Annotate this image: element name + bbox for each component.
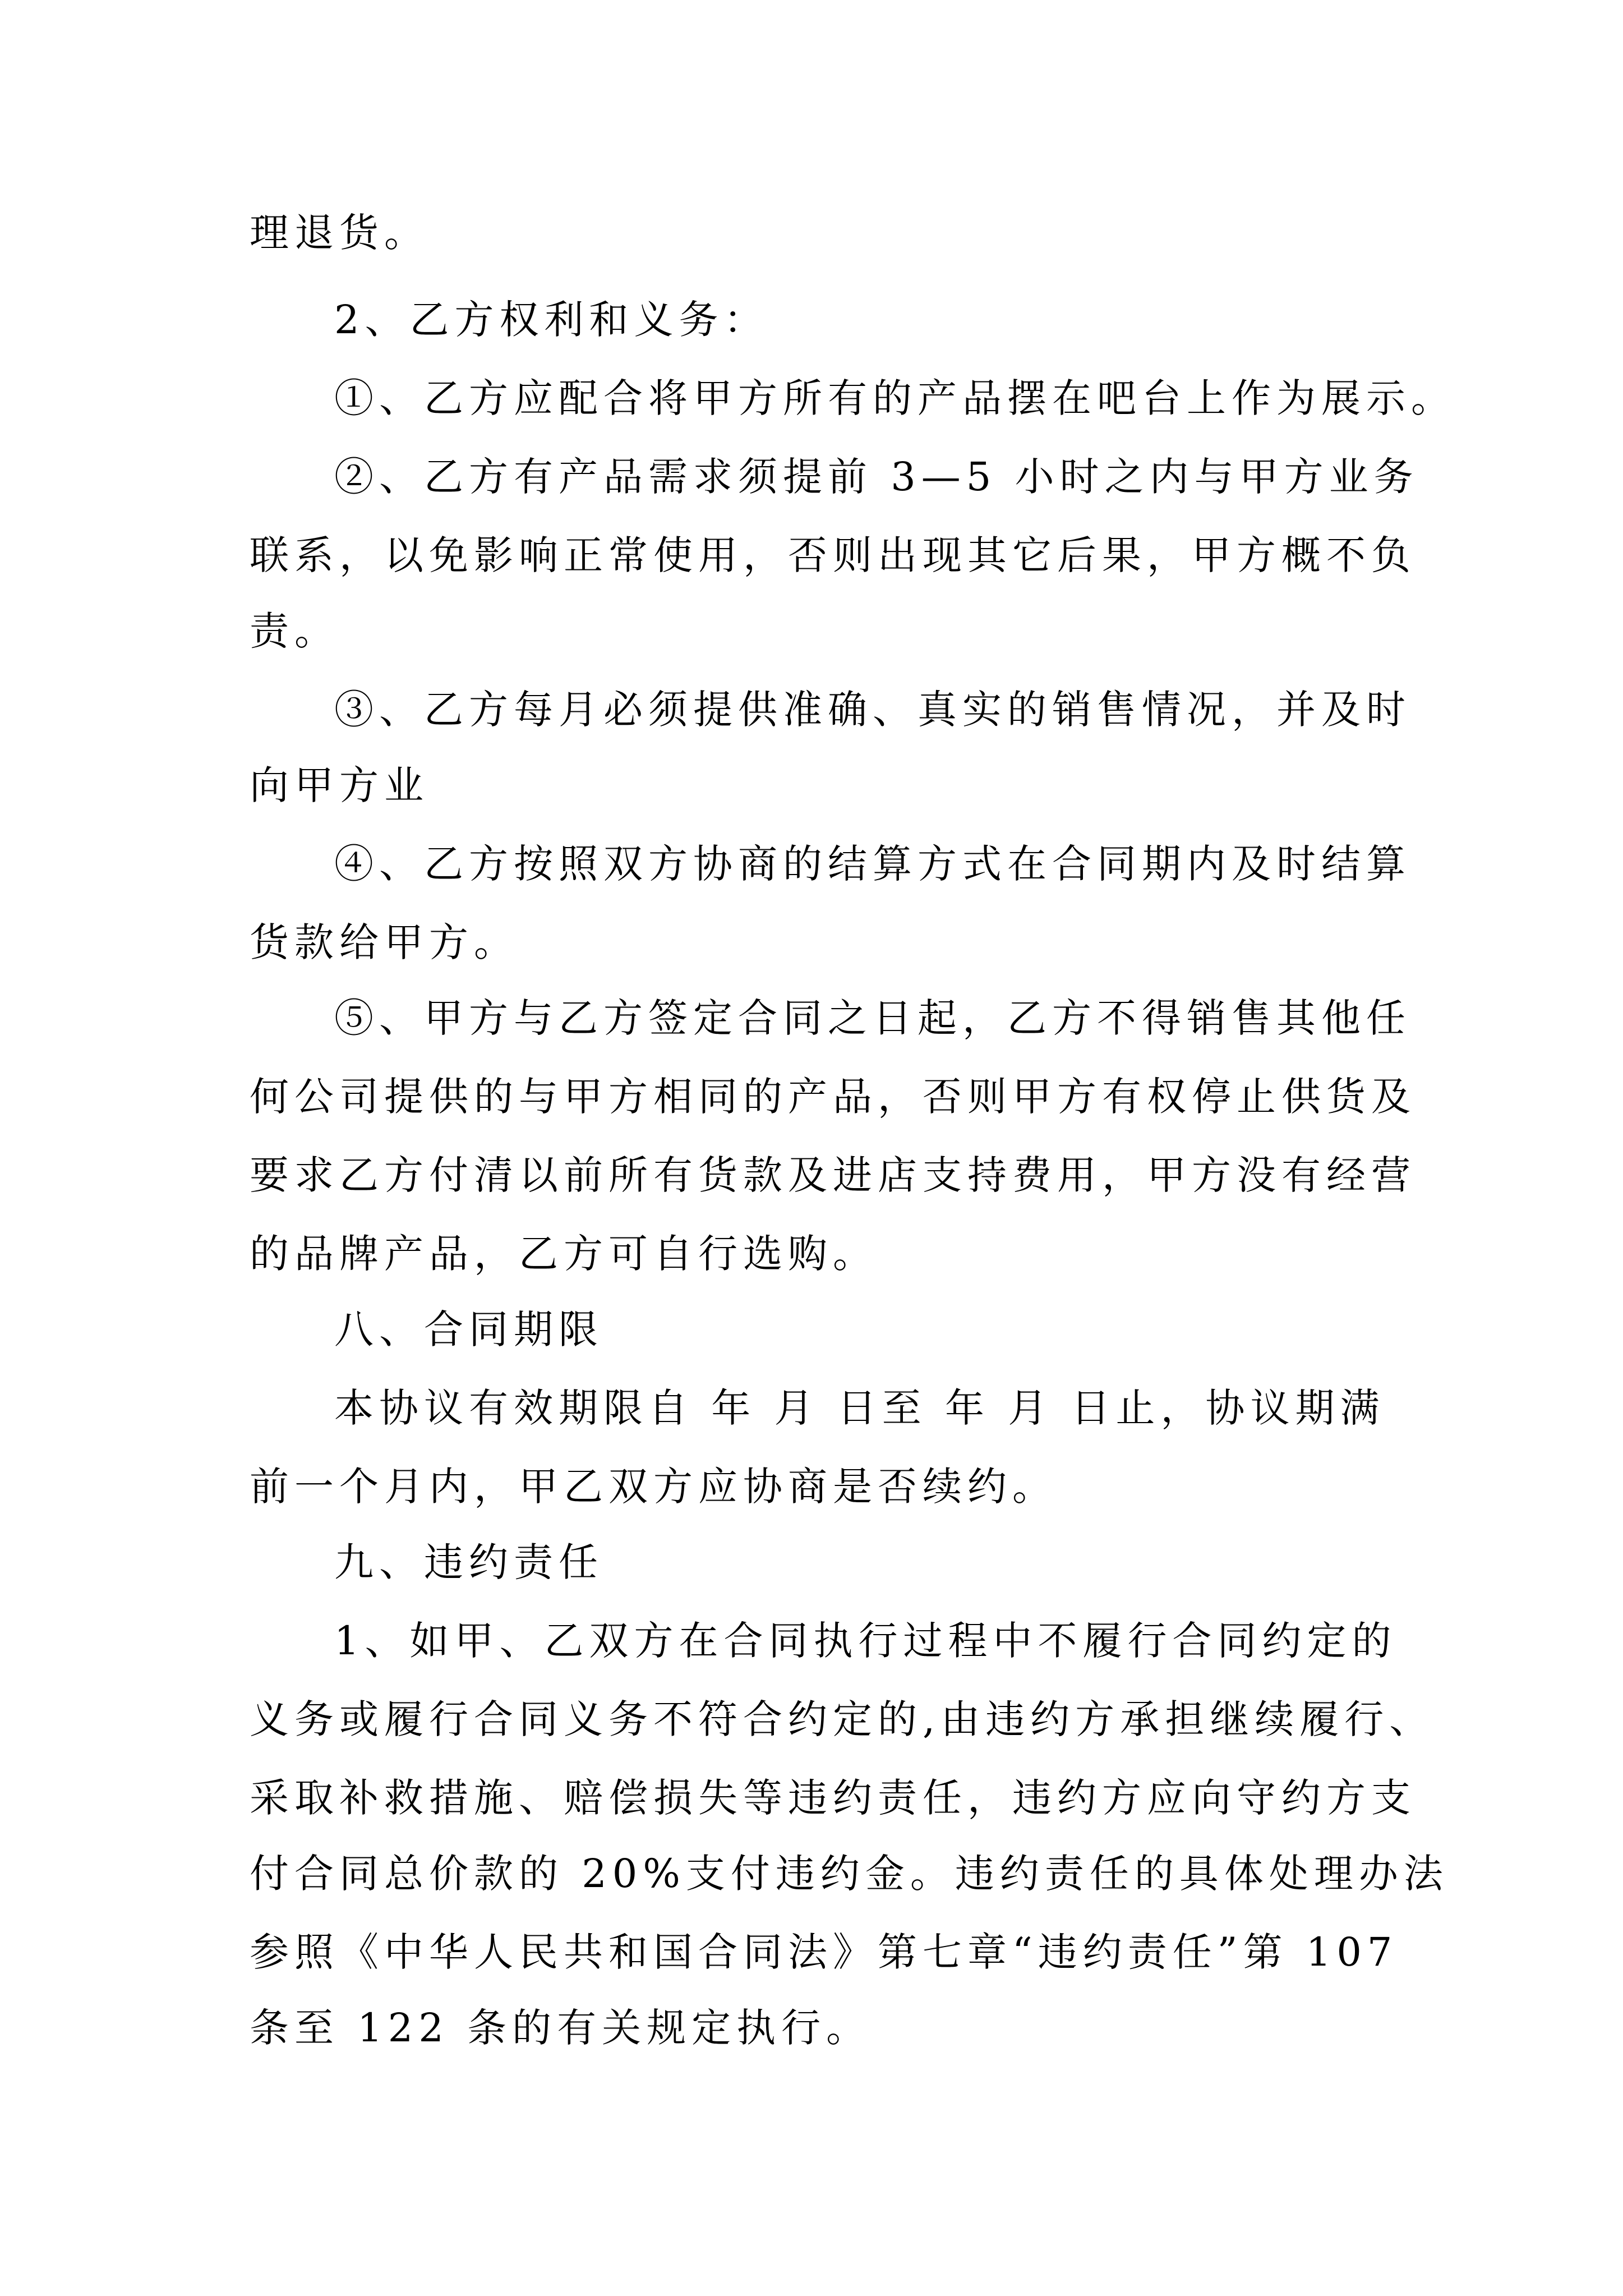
text-line: 义务或履行合同义务不符合约定的,由违约方承担继续履行、 [250,1696,1435,1742]
text-line: 八、合同期限 [334,1306,603,1352]
text-line: 向甲方业 [250,762,429,808]
text-line: 责。 [250,608,339,654]
text-line: 采取补救措施、赔偿损失等违约责任，违约方应向守约方支 [250,1775,1416,1821]
text-line: ②、乙方有产品需求须提前 3—5 小时之内与甲方业务 [334,454,1419,500]
text-line: 九、违约责任 [334,1539,603,1585]
text-line: 理退货。 [250,210,429,256]
text-line: 1、如甲、乙双方在合同执行过程中不履行合同约定的 [334,1618,1397,1664]
text-line: 本协议有效期限自 年 月 日至 年 月 日止，协议期满 [334,1385,1385,1431]
text-line: 的品牌产品，乙方可自行选购。 [250,1231,878,1277]
text-line: 条至 122 条的有关规定执行。 [250,2005,872,2051]
text-line: 前一个月内，甲乙双方应协商是否续约。 [250,1464,1057,1510]
text-line: 参照《中华人民共和国合同法》第七章“违约责任”第 107 [250,1929,1398,1975]
text-line: ④、乙方按照双方协商的结算方式在合同期内及时结算 [334,841,1411,887]
text-line: 联系，以免影响正常使用，否则出现其它后果，甲方概不负 [250,532,1416,578]
text-line: 何公司提供的与甲方相同的产品，否则甲方有权停止供货及 [250,1074,1416,1120]
text-line: ①、乙方应配合将甲方所有的产品摆在吧台上作为展示。 [334,375,1456,421]
text-line: ⑤、甲方与乙方签定合同之日起，乙方不得销售其他任 [334,995,1411,1041]
text-line: 付合同总价款的 20%支付违约金。违约责任的具体处理办法 [250,1851,1449,1897]
text-line: ③、乙方每月必须提供准确、真实的销售情况，并及时 [334,687,1411,733]
text-line: 货款给甲方。 [250,919,519,965]
text-line: 2、乙方权利和义务： [334,297,769,343]
text-line: 要求乙方付清以前所有货款及进店支持费用，甲方没有经营 [250,1152,1416,1198]
